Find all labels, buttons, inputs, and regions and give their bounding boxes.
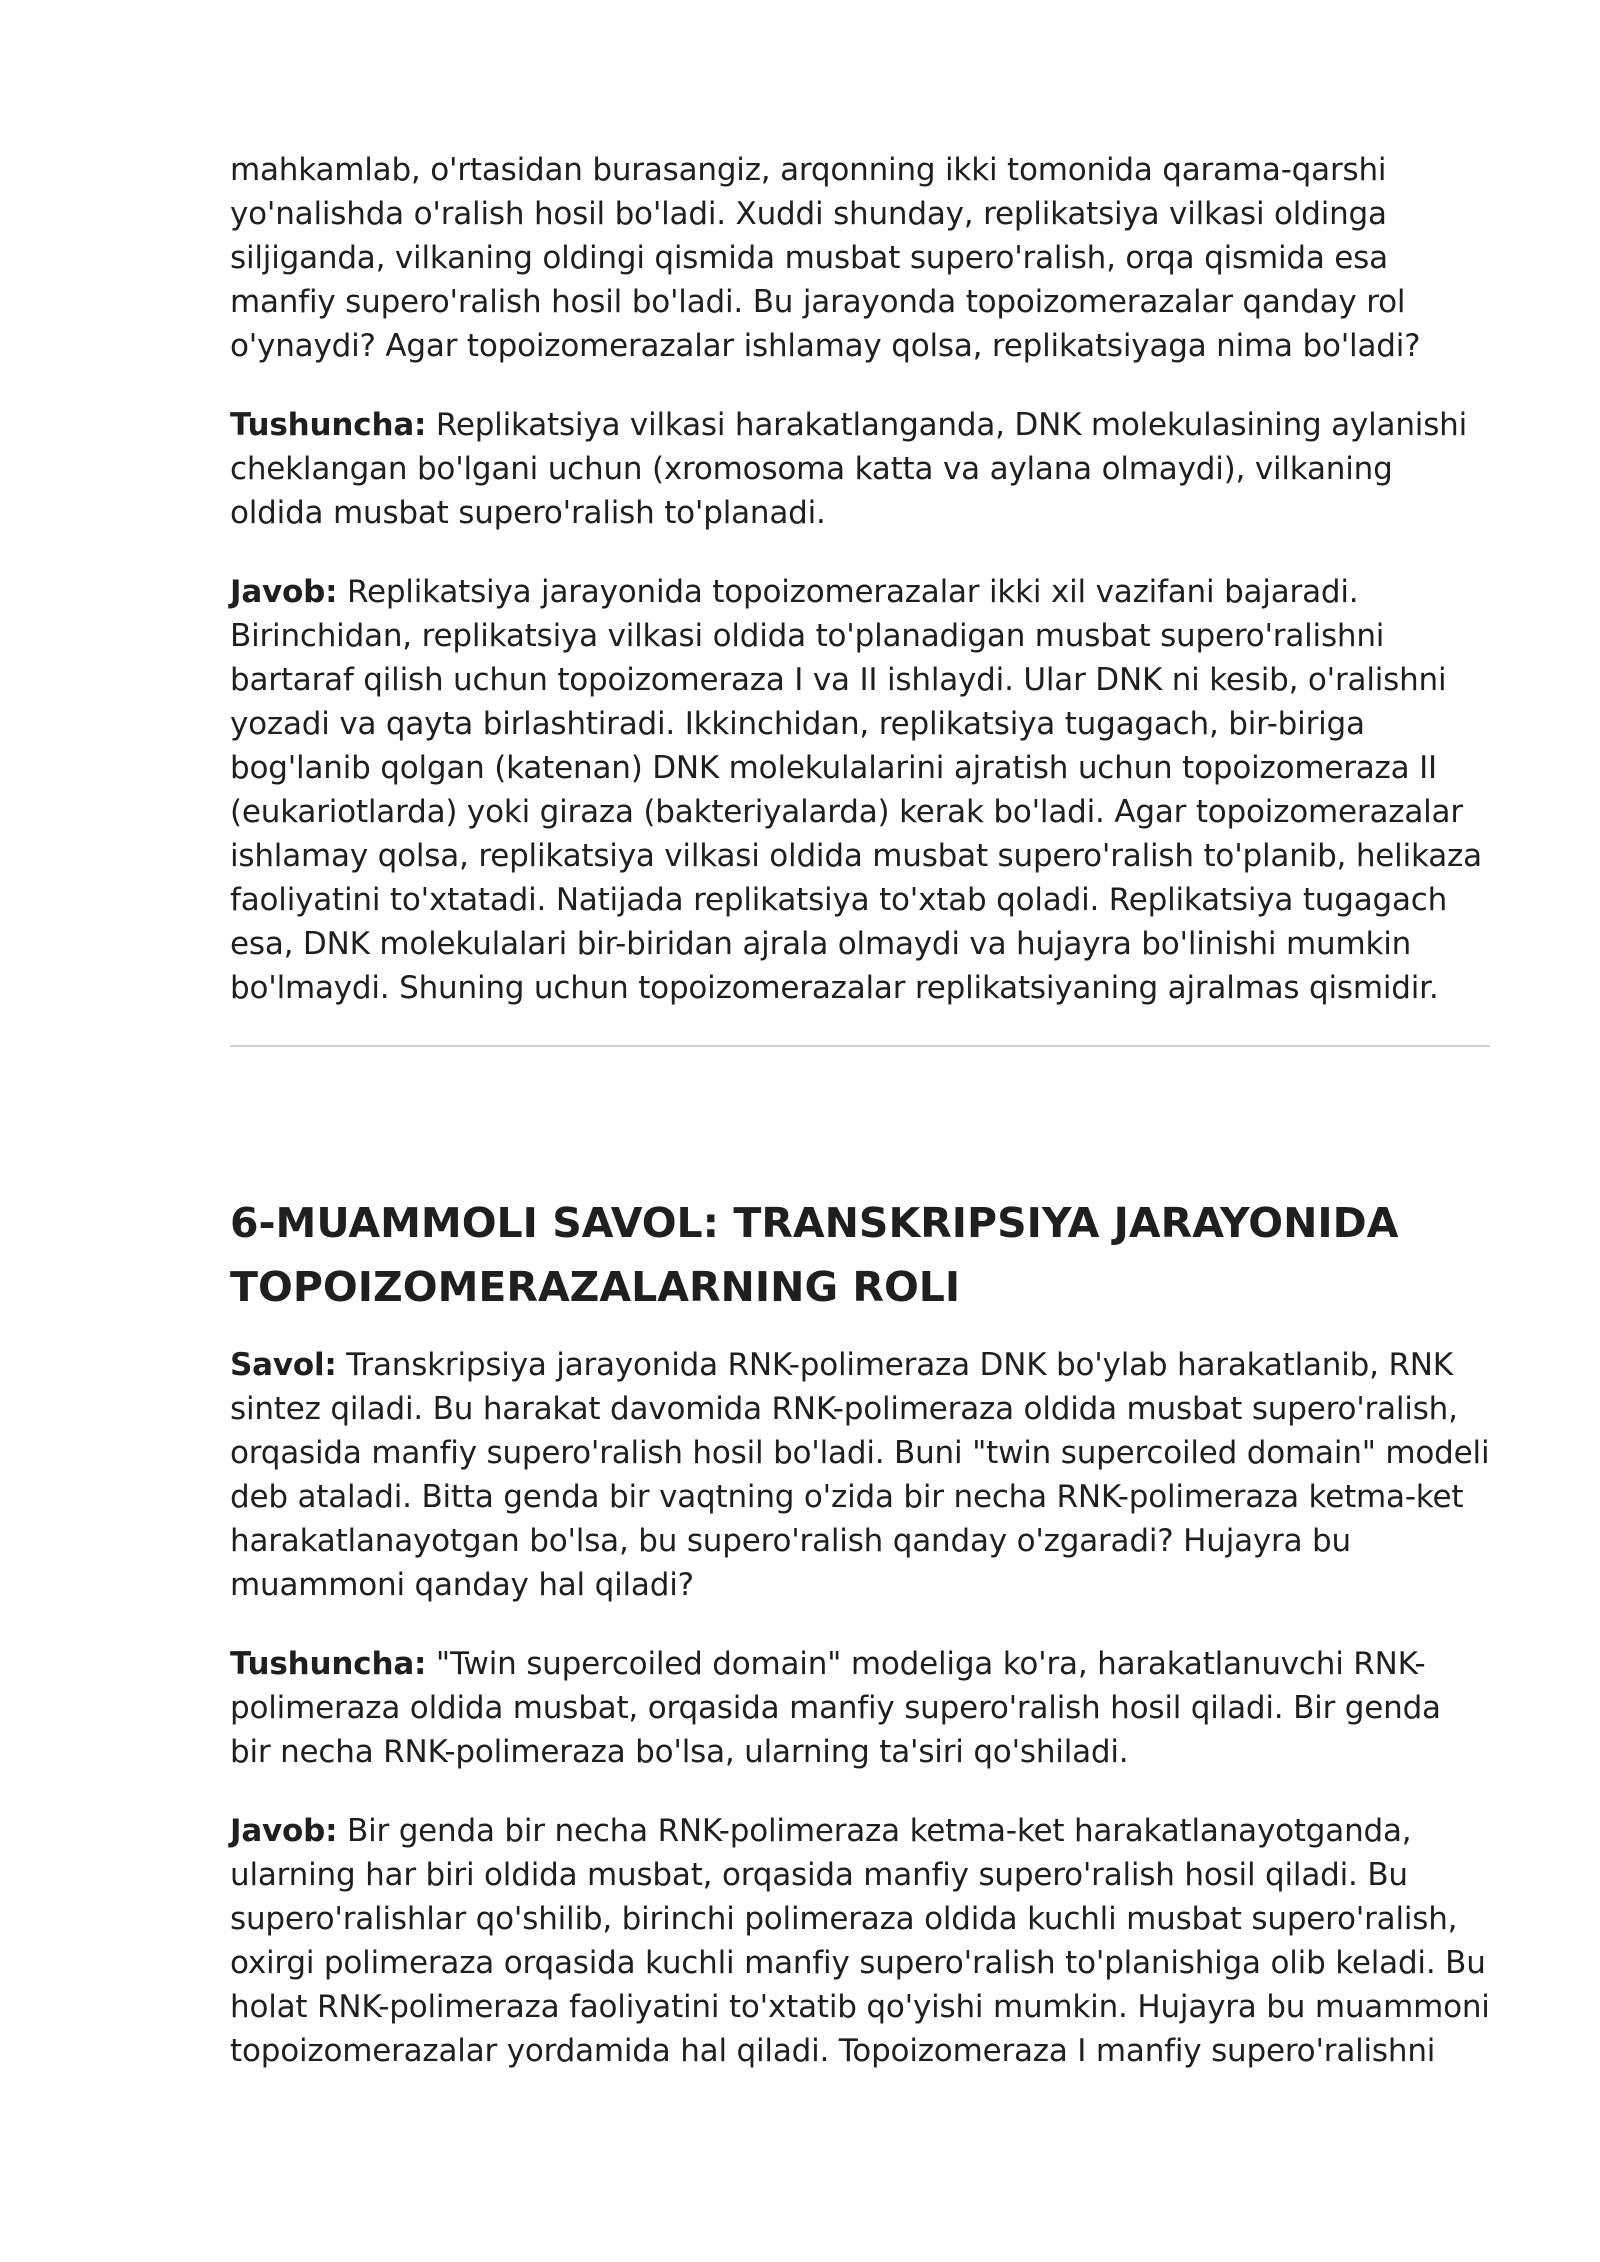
answer-text: Replikatsiya jarayonida topoizomerazalar ikki xil vazifani bajaradi. Birinchidan, replikatsiya vilkasi oldida to'planadigan musbat supero'ralishni bartaraf qilish uchun topoizomeraza I va II ishlaydi. Ular DNK ni kesib, o'ralishni yozadi va qayta birlashtiradi. Ikkinchidan, replikatsiya tugagach, bir-biriga bog'lanib qolgan (katenan) DNK molekulalarini ajratish uchun topoizomeraza II (eukariotlarda) yoki giraza (bakteriyalarda) kerak bo'ladi. Agar topoizomerazalar ishlamay qolsa, replikatsiya vilkasi oldida musbat supero'ralish to'planib, helikaza faoliyatini to'xtatadi. Natijada replikatsiya to'xtab qoladi. Replikatsiya tugagach esa, DNK molekulalari bir-biridan ajrala olmaydi va hujayra bo'linishi mumkin bo'lmaydi. Shuning uchun topoizomerazalar replikatsiyaning ajralmas qismidir. <box>230 574 1482 1006</box>
question-text: Transkripsiya jarayonida RNK-polimeraza DNK bo'ylab harakatlanib, RNK sintez qiladi. Bu harakat davomida RNK-polimeraza oldida musbat supero'ralish, orqasida manfiy supero'ralish hosil bo'ladi. Buni "twin supercoiled domain" modeli deb ataladi. Bitta genda bir vaqtning o'zida bir necha RNK-polimeraza ketma-ket harakatlanayotgan bo'lsa, bu supero'ralish qanday o'zgaradi? Hujayra bu muammoni qanday hal qiladi? <box>230 1347 1490 1603</box>
problem-5-answer <box>230 570 1490 1010</box>
answer-label: Javob: <box>230 1813 338 1849</box>
concept-text: "Twin supercoiled domain" modeliga ko'ra, harakatlanuvchi RNK-polimeraza oldida musbat, orqasida manfiy supero'ralish hosil qiladi. Bir genda bir necha RNK-polimeraza bo'lsa, ularning ta'siri qo'shiladi. <box>230 1646 1441 1770</box>
problem-5-question-text: mahkamlab, o'rtasidan burasangiz, arqonning ikki tomonida qarama-qarshi yo'nalishda o'ralish hosil bo'ladi. Xuddi shunday, replikatsiya vilkasi oldinga siljiganda, vilkaning oldingi qismida musbat supero'ralish, orqa qismida esa manfiy supero'ralish hosil bo'ladi. Bu jarayonda topoizomerazalar qanday rol o'ynaydi? Agar topoizomerazalar ishlamay qolsa, replikatsiyaga nima bo'ladi? <box>230 152 1421 364</box>
document-page <box>230 148 1490 2108</box>
answer-text: Bir genda bir necha RNK-polimeraza ketma-ket harakatlanayotganda, ularning har biri oldida musbat, orqasida manfiy supero'ralish hosil qiladi. Bu supero'ralishlar qo'shilib, birinchi polimeraza oldida kuchli musbat supero'ralish, oxirgi polimeraza orqasida kuchli manfiy supero'ralish to'planishiga olib keladi. Bu holat RNK-polimeraza faoliyatini to'xtatib qo'yishi mumkin. Hujayra bu muammoni topoizomerazalar yordamida hal qiladi. Topoizomeraza I manfiy supero'ralishni <box>230 1813 1490 2069</box>
problem-6-concept <box>230 1642 1490 1774</box>
concept-label: Tushuncha: <box>230 1646 427 1682</box>
problem-6-answer <box>230 1809 1490 2073</box>
concept-label: Tushuncha: <box>230 407 427 443</box>
problem-5-concept <box>230 403 1490 535</box>
problem-5-question-continued <box>230 148 1490 368</box>
problem-6-heading: 6-MUAMMOLI SAVOL: TRANSKRIPSIYA JARAYONIDA TOPOIZOMERAZALARNING ROLI <box>230 1199 1399 1311</box>
answer-label: Javob: <box>230 574 338 610</box>
section-divider <box>230 1045 1490 1047</box>
concept-text: Replikatsiya vilkasi harakatlanganda, DNK molekulasining aylanishi cheklangan bo'lgani uchun (xromosoma katta va aylana olmaydi), vilkaning oldida musbat supero'ralish to'planadi. <box>230 407 1468 531</box>
problem-6-question <box>230 1343 1490 1607</box>
question-label: Savol: <box>230 1347 337 1383</box>
